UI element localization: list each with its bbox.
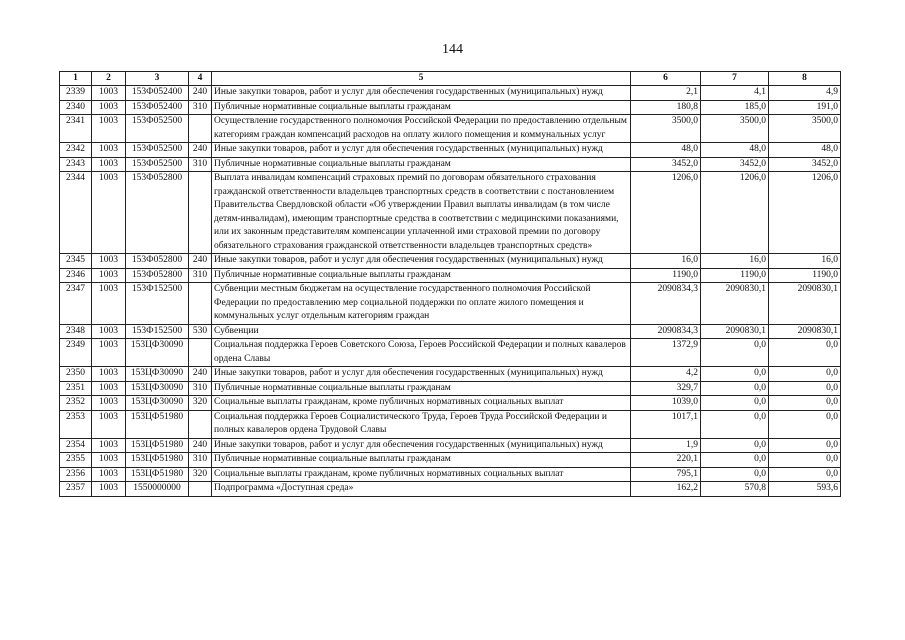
target-code-cell: 153ЦФ30090 <box>126 339 189 367</box>
item-name-cell: Иные закупки товаров, работ и услуг для обеспечения государственных (муниципальных) нужд <box>212 438 631 453</box>
target-code-cell: 153ЦФ30090 <box>126 367 189 382</box>
amount-col6-cell: 220,1 <box>631 453 701 468</box>
table-row <box>60 100 841 115</box>
expense-type-cell <box>189 172 212 254</box>
table-row <box>60 157 841 172</box>
item-name-cell: Иные закупки товаров, работ и услуг для обеспечения государственных (муниципальных) нужд <box>212 367 631 382</box>
amount-col8-cell: 0,0 <box>769 438 841 453</box>
amount-col6-cell: 16,0 <box>631 254 701 269</box>
amount-col7-cell: 0,0 <box>701 410 769 438</box>
amount-col7-cell: 16,0 <box>701 254 769 269</box>
expense-type-cell: 240 <box>189 143 212 158</box>
section-code-cell: 1003 <box>92 438 126 453</box>
expense-type-cell <box>189 410 212 438</box>
amount-col6-cell: 4,2 <box>631 367 701 382</box>
target-code-cell: 153Ф052400 <box>126 86 189 101</box>
amount-col6-cell: 1,9 <box>631 438 701 453</box>
amount-col6-cell: 795,1 <box>631 467 701 482</box>
amount-col6-cell: 329,7 <box>631 381 701 396</box>
target-code-cell: 153Ф052800 <box>126 254 189 269</box>
amount-col7-cell: 1190,0 <box>701 268 769 283</box>
header-cell: 4 <box>189 72 212 86</box>
item-name-cell: Социальные выплаты гражданам, кроме публичных нормативных социальных выплат <box>212 396 631 411</box>
header-cell: 1 <box>60 72 92 86</box>
target-code-cell: 153ЦФ51980 <box>126 453 189 468</box>
amount-col8-cell: 0,0 <box>769 381 841 396</box>
amount-col8-cell: 0,0 <box>769 453 841 468</box>
item-name-cell: Публичные нормативные социальные выплаты гражданам <box>212 268 631 283</box>
amount-col7-cell: 4,1 <box>701 86 769 101</box>
section-code-cell: 1003 <box>92 467 126 482</box>
section-code-cell: 1003 <box>92 157 126 172</box>
amount-col8-cell: 0,0 <box>769 396 841 411</box>
amount-col8-cell: 1190,0 <box>769 268 841 283</box>
expense-type-cell: 310 <box>189 100 212 115</box>
item-name-cell: Осуществление государственного полномочия Российской Федерации по предоставлению отдельным категориям граждан компенсаций расходов на оплату жилого помещения и коммунальных услуг <box>212 115 631 143</box>
section-code-cell: 1003 <box>92 381 126 396</box>
amount-col7-cell: 2090830,1 <box>701 324 769 339</box>
section-code-cell: 1003 <box>92 172 126 254</box>
amount-col6-cell: 3452,0 <box>631 157 701 172</box>
budget-table <box>59 71 841 497</box>
item-name-cell: Иные закупки товаров, работ и услуг для обеспечения государственных (муниципальных) нужд <box>212 86 631 101</box>
amount-col6-cell: 162,2 <box>631 482 701 497</box>
table-row <box>60 482 841 497</box>
amount-col7-cell: 0,0 <box>701 453 769 468</box>
section-code-cell: 1003 <box>92 115 126 143</box>
header-cell: 8 <box>769 72 841 86</box>
amount-col8-cell: 0,0 <box>769 410 841 438</box>
amount-col7-cell: 570,8 <box>701 482 769 497</box>
row-number-cell: 2352 <box>60 396 92 411</box>
amount-col6-cell: 3500,0 <box>631 115 701 143</box>
table-row <box>60 254 841 269</box>
row-number-cell: 2346 <box>60 268 92 283</box>
item-name-cell: Социальная поддержка Героев Советского Союза, Героев Российской Федерации и полных кавалеров ордена Славы <box>212 339 631 367</box>
amount-col8-cell: 2090830,1 <box>769 283 841 325</box>
target-code-cell: 1550000000 <box>126 482 189 497</box>
item-name-cell: Социальная поддержка Героев Социалистического Труда, Героев Труда Российской Федерации и полных кавалеров ордена Трудовой Славы <box>212 410 631 438</box>
table-row <box>60 453 841 468</box>
amount-col7-cell: 0,0 <box>701 367 769 382</box>
expense-type-cell <box>189 283 212 325</box>
section-code-cell: 1003 <box>92 268 126 283</box>
item-name-cell: Социальные выплаты гражданам, кроме публичных нормативных социальных выплат <box>212 467 631 482</box>
target-code-cell: 153Ф152500 <box>126 324 189 339</box>
table-row <box>60 467 841 482</box>
amount-col6-cell: 180,8 <box>631 100 701 115</box>
expense-type-cell: 240 <box>189 438 212 453</box>
target-code-cell: 153Ф152500 <box>126 283 189 325</box>
table-row <box>60 396 841 411</box>
amount-col7-cell: 0,0 <box>701 339 769 367</box>
row-number-cell: 2348 <box>60 324 92 339</box>
header-cell: 7 <box>701 72 769 86</box>
item-name-cell: Публичные нормативные социальные выплаты гражданам <box>212 381 631 396</box>
header-cell: 2 <box>92 72 126 86</box>
expense-type-cell: 530 <box>189 324 212 339</box>
expense-type-cell: 320 <box>189 396 212 411</box>
amount-col6-cell: 1017,1 <box>631 410 701 438</box>
target-code-cell: 153ЦФ51980 <box>126 410 189 438</box>
table-row <box>60 410 841 438</box>
amount-col7-cell: 185,0 <box>701 100 769 115</box>
amount-col6-cell: 2090834,3 <box>631 283 701 325</box>
row-number-cell: 2353 <box>60 410 92 438</box>
amount-col8-cell: 48,0 <box>769 143 841 158</box>
amount-col6-cell: 1039,0 <box>631 396 701 411</box>
amount-col7-cell: 2090830,1 <box>701 283 769 325</box>
expense-type-cell: 310 <box>189 157 212 172</box>
section-code-cell: 1003 <box>92 410 126 438</box>
row-number-cell: 2356 <box>60 467 92 482</box>
amount-col7-cell: 3452,0 <box>701 157 769 172</box>
table-row <box>60 283 841 325</box>
row-number-cell: 2339 <box>60 86 92 101</box>
target-code-cell: 153Ф052500 <box>126 143 189 158</box>
expense-type-cell: 240 <box>189 367 212 382</box>
item-name-cell: Публичные нормативные социальные выплаты гражданам <box>212 100 631 115</box>
target-code-cell: 153ЦФ51980 <box>126 438 189 453</box>
item-name-cell: Публичные нормативные социальные выплаты гражданам <box>212 157 631 172</box>
amount-col8-cell: 2090830,1 <box>769 324 841 339</box>
amount-col7-cell: 0,0 <box>701 396 769 411</box>
row-number-cell: 2357 <box>60 482 92 497</box>
table-row <box>60 381 841 396</box>
amount-col7-cell: 0,0 <box>701 381 769 396</box>
amount-col6-cell: 1372,9 <box>631 339 701 367</box>
expense-type-cell: 310 <box>189 453 212 468</box>
amount-col7-cell: 48,0 <box>701 143 769 158</box>
table-row <box>60 86 841 101</box>
amount-col8-cell: 0,0 <box>769 367 841 382</box>
expense-type-cell: 310 <box>189 381 212 396</box>
item-name-cell: Иные закупки товаров, работ и услуг для обеспечения государственных (муниципальных) нужд <box>212 143 631 158</box>
header-cell: 5 <box>212 72 631 86</box>
amount-col8-cell: 191,0 <box>769 100 841 115</box>
section-code-cell: 1003 <box>92 482 126 497</box>
section-code-cell: 1003 <box>92 453 126 468</box>
amount-col7-cell: 0,0 <box>701 467 769 482</box>
expense-type-cell: 240 <box>189 254 212 269</box>
section-code-cell: 1003 <box>92 143 126 158</box>
section-code-cell: 1003 <box>92 339 126 367</box>
expense-type-cell <box>189 339 212 367</box>
table-row <box>60 115 841 143</box>
amount-col8-cell: 0,0 <box>769 339 841 367</box>
amount-col7-cell: 3500,0 <box>701 115 769 143</box>
expense-type-cell <box>189 482 212 497</box>
amount-col7-cell: 0,0 <box>701 438 769 453</box>
expense-type-cell <box>189 115 212 143</box>
row-number-cell: 2354 <box>60 438 92 453</box>
expense-type-cell: 310 <box>189 268 212 283</box>
target-code-cell: 153Ф052500 <box>126 115 189 143</box>
table-row <box>60 367 841 382</box>
amount-col7-cell: 1206,0 <box>701 172 769 254</box>
item-name-cell: Публичные нормативные социальные выплаты гражданам <box>212 453 631 468</box>
item-name-cell: Выплата инвалидам компенсаций страховых премий по договорам обязательного страхования гражданской ответственности владельцев транспортных средств в соответствии с постановлением Правительства Свердловской области «Об утверждении Правил выплаты инвалидам (в том числе детям-инвалидам), имеющим транспортные средства в соответствии с медицинскими показаниями, или их законным представителям компенсации уплаченной ими страховой премии по договору обязательного страхования гражданской ответственности владельцев транспортных средств» <box>212 172 631 254</box>
amount-col8-cell: 3452,0 <box>769 157 841 172</box>
row-number-cell: 2350 <box>60 367 92 382</box>
section-code-cell: 1003 <box>92 324 126 339</box>
item-name-cell: Иные закупки товаров, работ и услуг для обеспечения государственных (муниципальных) нужд <box>212 254 631 269</box>
table-row <box>60 172 841 254</box>
table-row <box>60 268 841 283</box>
target-code-cell: 153ЦФ30090 <box>126 396 189 411</box>
expense-type-cell: 240 <box>189 86 212 101</box>
section-code-cell: 1003 <box>92 254 126 269</box>
header-cell: 6 <box>631 72 701 86</box>
row-number-cell: 2345 <box>60 254 92 269</box>
amount-col6-cell: 1206,0 <box>631 172 701 254</box>
amount-col8-cell: 593,6 <box>769 482 841 497</box>
amount-col6-cell: 48,0 <box>631 143 701 158</box>
row-number-cell: 2347 <box>60 283 92 325</box>
table-row <box>60 339 841 367</box>
table-header-row <box>60 72 841 86</box>
amount-col8-cell: 0,0 <box>769 467 841 482</box>
page-number: 144 <box>442 42 463 57</box>
section-code-cell: 1003 <box>92 100 126 115</box>
section-code-cell: 1003 <box>92 367 126 382</box>
amount-col8-cell: 16,0 <box>769 254 841 269</box>
table-row <box>60 438 841 453</box>
target-code-cell: 153Ф052400 <box>126 100 189 115</box>
row-number-cell: 2340 <box>60 100 92 115</box>
amount-col8-cell: 3500,0 <box>769 115 841 143</box>
section-code-cell: 1003 <box>92 396 126 411</box>
target-code-cell: 153Ф052800 <box>126 268 189 283</box>
target-code-cell: 153Ф052500 <box>126 157 189 172</box>
table-row <box>60 324 841 339</box>
amount-col6-cell: 2,1 <box>631 86 701 101</box>
target-code-cell: 153ЦФ30090 <box>126 381 189 396</box>
header-cell: 3 <box>126 72 189 86</box>
item-name-cell: Субвенции местным бюджетам на осуществление государственного полномочия Российской Федерации по предоставлению мер социальной поддержки по оплате жилого помещения и коммунальных услуг отдельным категориям граждан <box>212 283 631 325</box>
row-number-cell: 2342 <box>60 143 92 158</box>
row-number-cell: 2355 <box>60 453 92 468</box>
expense-type-cell: 320 <box>189 467 212 482</box>
row-number-cell: 2351 <box>60 381 92 396</box>
section-code-cell: 1003 <box>92 86 126 101</box>
row-number-cell: 2341 <box>60 115 92 143</box>
row-number-cell: 2343 <box>60 157 92 172</box>
amount-col6-cell: 2090834,3 <box>631 324 701 339</box>
target-code-cell: 153ЦФ51980 <box>126 467 189 482</box>
item-name-cell: Субвенции <box>212 324 631 339</box>
section-code-cell: 1003 <box>92 283 126 325</box>
table-row <box>60 143 841 158</box>
row-number-cell: 2344 <box>60 172 92 254</box>
target-code-cell: 153Ф052800 <box>126 172 189 254</box>
item-name-cell: Подпрограмма «Доступная среда» <box>212 482 631 497</box>
amount-col8-cell: 4,9 <box>769 86 841 101</box>
amount-col8-cell: 1206,0 <box>769 172 841 254</box>
amount-col6-cell: 1190,0 <box>631 268 701 283</box>
row-number-cell: 2349 <box>60 339 92 367</box>
